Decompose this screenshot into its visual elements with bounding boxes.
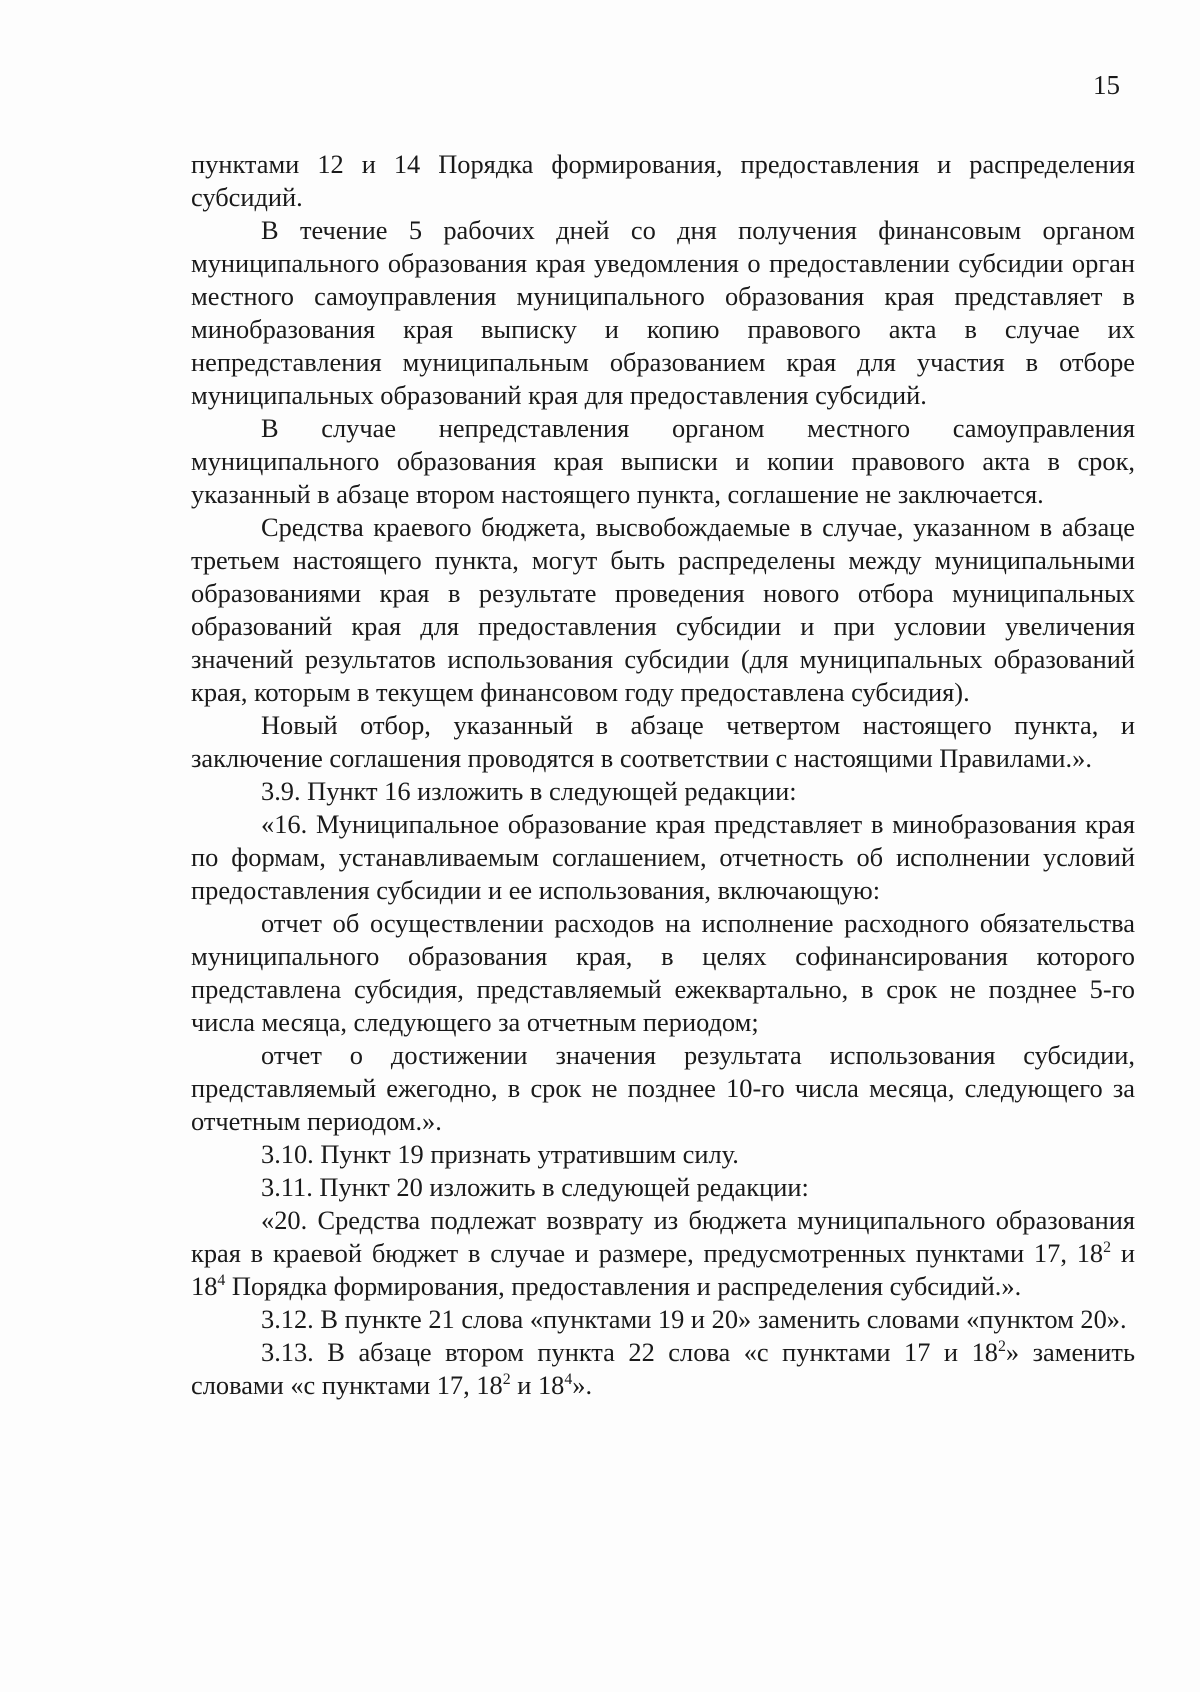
- paragraph-text: 3.12. В пункте 21 слова «пунктами 19 и 20» заменить словами «пунктом 20».: [261, 1304, 1127, 1334]
- paragraph: [191, 775, 1135, 808]
- paragraph: [191, 412, 1135, 511]
- paragraph-text: Порядка формирования, предоставления и распределения субсидий.».: [225, 1271, 1022, 1301]
- document-body: [191, 148, 1135, 1402]
- paragraph-text: пунктами 12 и 14 Порядка формирования, предоставления и распределения субсидий.: [191, 149, 1135, 212]
- paragraph-text: «16. Муниципальное образование края представляет в минобразования края по формам, устанавливаемым соглашением, отчетность об исполнении условий предоставления субсидии и ее использования, включающую:: [191, 809, 1135, 905]
- paragraph: [191, 511, 1135, 709]
- paragraph: [191, 1336, 1135, 1402]
- paragraph-text: Новый отбор, указанный в абзаце четвертом настоящего пункта, и заключение соглашения проводятся в соответствии с настоящими Правилами.».: [191, 710, 1135, 773]
- paragraph: [191, 1138, 1135, 1171]
- paragraph-text: 3.10. Пункт 19 признать утратившим силу.: [261, 1139, 739, 1169]
- paragraph-text: В течение 5 рабочих дней со дня получения финансовым органом муниципального образования края уведомления о предоставлении субсидии орган местного самоуправления муниципального образования края представляет в минобразования края выписку и копию правового акта в случае их непредставления муниципальным образованием края для участия в отборе муниципальных образований края для предоставления субсидий.: [191, 215, 1135, 410]
- superscript: 2: [502, 1371, 511, 1389]
- paragraph-text: отчет о достижении значения результата использования субсидии, представляемый ежегодно, в срок не позднее 10-го числа месяца, следующего за отчетным периодом.».: [191, 1040, 1135, 1136]
- superscript: 2: [1103, 1239, 1112, 1257]
- paragraph-text: 3.9. Пункт 16 изложить в следующей редакции:: [261, 776, 797, 806]
- paragraph-text: и 18: [191, 1238, 1135, 1301]
- paragraph-text: ».: [572, 1370, 593, 1400]
- paragraph: [191, 1204, 1135, 1303]
- superscript: 4: [564, 1371, 573, 1389]
- paragraph-text: и 18: [510, 1370, 565, 1400]
- superscript: 4: [217, 1272, 226, 1290]
- paragraph-text: В случае непредставления органом местного самоуправления муниципального образования края выписки и копии правового акта в срок, указанный в абзаце втором настоящего пункта, соглашение не заключается.: [191, 413, 1135, 509]
- page-number: 15: [1093, 70, 1120, 100]
- paragraph: [191, 1171, 1135, 1204]
- paragraph-text: 3.13. В абзаце втором пункта 22 слова «с пунктами 17 и 18: [261, 1337, 998, 1367]
- superscript: 2: [997, 1338, 1006, 1356]
- paragraph-text: 3.11. Пункт 20 изложить в следующей редакции:: [261, 1172, 809, 1202]
- paragraph-text: Средства краевого бюджета, высвобождаемые в случае, указанном в абзаце третьем настоящего пункта, могут быть распределены между муниципальными образованиями края в результате проведения нового отбора муниципальных образований края для предоставления субсидии и при условии увеличения значений результатов использования субсидии (для муниципальных образований края, которым в текущем финансовом году предоставлена субсидия).: [191, 512, 1135, 707]
- paragraph: [191, 1303, 1135, 1336]
- paragraph: [191, 808, 1135, 907]
- paragraph-text: » заменить словами «с пунктами 17, 18: [191, 1337, 1135, 1400]
- paragraph: [191, 1039, 1135, 1138]
- paragraph: [191, 214, 1135, 412]
- paragraph-text: отчет об осуществлении расходов на исполнение расходного обязательства муниципального образования края, в целях софинансирования которого представлена субсидия, представляемый ежеквартально, в срок не позднее 5-го числа месяца, следующего за отчетным периодом;: [191, 908, 1135, 1037]
- paragraph: [191, 709, 1135, 775]
- paragraph: [191, 148, 1135, 214]
- paragraph-text: «20. Средства подлежат возврату из бюджета муниципального образования края в краевой бюджет в случае и размере, предусмотренных пунктами 17, 18: [191, 1205, 1135, 1268]
- paragraph: [191, 907, 1135, 1039]
